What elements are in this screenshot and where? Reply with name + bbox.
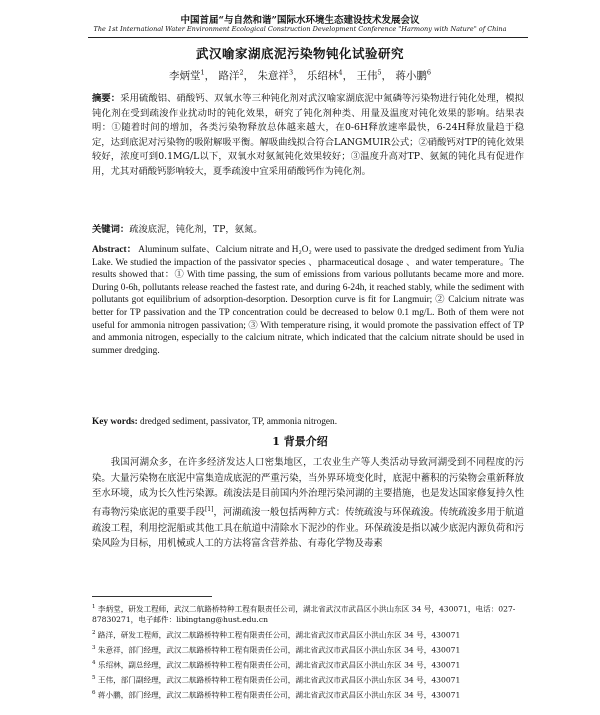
- keywords-cn: [92, 223, 524, 237]
- author: 朱意祥$^3$: [257, 68, 294, 82]
- footnotes: [92, 602, 524, 703]
- abstract-en-text: Aluminum sulfate、Calcium nitrate and H₂O₂ were used to passivate the dredged sediment from YuJia Lake. We studied the impaction of the passivator species 、pharmaceutical dosage 、and water temperature。The results showed that：① With time passing, the sum of emissions from various pollutants became more and more. During 0-6h, pollutants release reached the fastest rate, and during 6-24h, it reached stably, while the sediment with pollutants got equilibrium of adsorption-desorption. Desorption curve is fit for Langmuir; ② Calcium nitrate was better for TP passivation and the TP concentration could be decreased to below 0.1 mg/L. Both of them were not useful for ammonia nitrogen passivation; ③ With temperature rising, it would promote the passivation effect of TP and ammonia nitrogen, especially to the calcium nitrate, which indicated that the calcium nitrate should be used in summer dredging.: [92, 245, 524, 356]
- abstract-cn-label: 摘要：: [92, 93, 121, 104]
- paper-title: 武汉喻家湖底泥污染物钝化试验研究: [195, 46, 404, 61]
- author: 路洋$^2$: [218, 68, 244, 82]
- footnote: $^1$ 李炳堂，研发工程师，武汉二航路桥特种工程有限责任公司，湖北省武汉市武昌区小洪山东区 34 号，430071，电话：027-87830271，电子邮件：libingtang@hust.edu.cn: [92, 604, 516, 625]
- abstract-cn-text: 采用硫酸铝、硝酸钙、双氧水等三种钝化剂对武汉喻家湖底泥中氮磷等污染物进行钝化处理，模拟钝化剂在受到疏浚作业扰动时的钝化效果，研究了钝化剂种类、用量及温度对钝化效果的影响。结果表明：①随着时间的增加，各类污染物释放总体越来越大，在0-6H释放速率最快，6-24H释放量趋于稳定，达到底泥对污染物的吸附解吸平衡。解吸曲线拟合符合LANGMUIR公式；②硝酸钙对TP的钝化效果较好，浓度可到0.1MG/L以下，双氧水对氨氮钝化效果较好；③温度升高对TP、氨氮的钝化具有促进作用，尤其对硝酸钙影响较大，夏季疏浚中宜采用硝酸钙作为钝化剂。: [92, 93, 524, 177]
- footnote-rule: [92, 596, 212, 597]
- keywords-cn-label: 关键词：: [92, 224, 130, 235]
- author-list: 李炳堂$^1$， 路洋$^2$， 朱意祥$^3$， 乐绍林$^4$， 王伟$^5$， 蒋小鹏$^6$: [168, 68, 432, 82]
- running-header-cn: 中国首届“与自然和谐”国际水环境生态建设技术发展会议: [180, 15, 420, 26]
- footnote: $^2$ 路洋，研发工程师，武汉二航路桥特种工程有限责任公司，湖北省武汉市武昌区小洪山东区 34 号，430071: [92, 629, 461, 640]
- abstract-cn: [92, 92, 524, 180]
- author: 王伟$^5$: [356, 68, 382, 82]
- footnote: $^5$ 王伟，部门副经理，武汉二航路桥特种工程有限责任公司，湖北省武汉市武昌区小洪山东区 34 号，430071: [92, 674, 461, 685]
- keywords-en: [92, 416, 524, 429]
- footnote: $^6$ 蒋小鹏，部门经理，武汉二航路桥特种工程有限责任公司，湖北省武汉市武昌区小洪山东区 34 号，430071: [92, 689, 461, 700]
- header-rule: [88, 37, 528, 38]
- author: 蒋小鹏$^6$: [395, 68, 432, 82]
- abstract-en: [92, 244, 524, 357]
- running-header-en: The 1st International Water Environment Ecological Construction Development Conference "Harmony with Nature" of China: [93, 25, 507, 33]
- keywords-en-text: dredged sediment, passivator, TP, ammonia nitrogen.: [140, 417, 338, 427]
- author: 李炳堂$^1$: [168, 68, 205, 82]
- body-paragraph: 我国河湖众多，在许多经济发达人口密集地区，工农业生产等人类活动导致河湖受到不同程度的污染。大量污染物在底泥中富集造成底泥的严重污染，当外界环境变化时，底泥中蓄积的污染物会重新释放至水环境，成为长久性污染源。疏浚法是目前国内外治理污染河湖的主要措施，也是发达国家修复持久性有毒物污染底泥的重要手段[1]，河湖疏浚一般包括两种方式：传统疏浚与环保疏浚。传统疏浚多用于航道疏浚工程，利用挖泥船或其他工具在航道中清除水下泥沙的作业。环保疏浚是指以减少底泥内源负荷和污染风险为目标，用机械或人工的方法将富含营养盐、有毒化学物及毒素: [92, 457, 524, 550]
- abstract-en-label: Abstract：: [92, 245, 137, 255]
- keywords-en-label: Key words:: [92, 417, 138, 427]
- footnote: $^4$ 乐绍林，副总经理，武汉二航路桥特种工程有限责任公司，湖北省武汉市武昌区小洪山东区 34 号，430071: [92, 659, 461, 670]
- keywords-cn-text: 疏浚底泥，钝化剂，TP，氨氮。: [129, 224, 263, 235]
- citation-ref: [1]: [204, 505, 214, 513]
- section-heading: 1 背景介绍: [272, 435, 328, 448]
- author: 乐绍林$^4$: [306, 68, 343, 82]
- footnote: $^3$ 朱意祥，部门经理，武汉二航路桥特种工程有限责任公司，湖北省武汉市武昌区小洪山东区 34 号，430071: [92, 644, 461, 655]
